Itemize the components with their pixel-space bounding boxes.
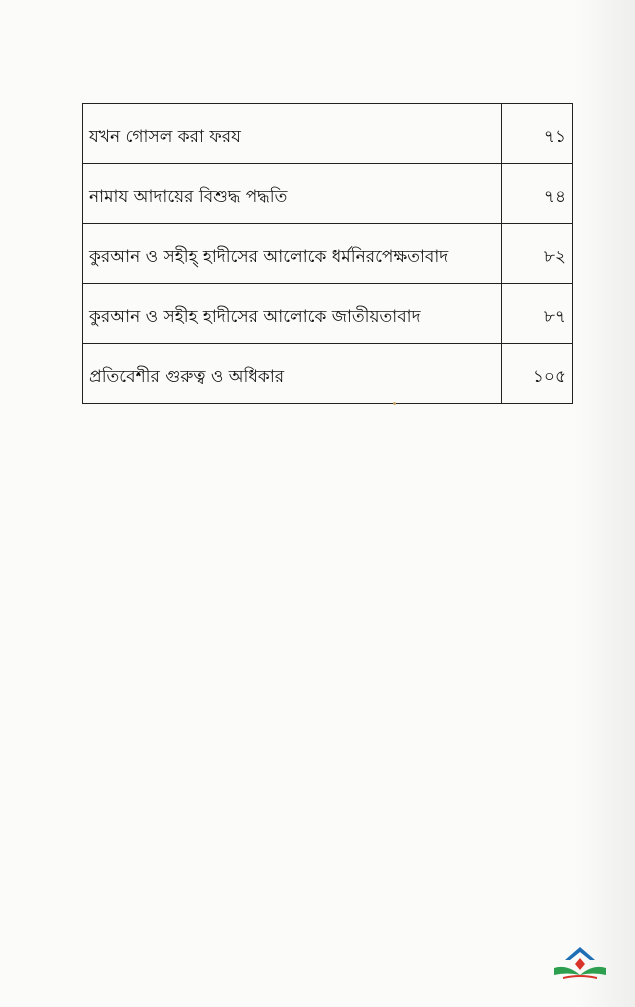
logo-diamond-shape	[575, 958, 585, 970]
publisher-logo-icon	[551, 944, 609, 984]
entry-title: প্রতিবেশীর গুরুত্ব ও অধিকার	[83, 344, 502, 404]
logo-right-leaf	[580, 967, 606, 975]
entry-page-number: ৭১	[502, 104, 573, 164]
entry-title: নামায আদায়ের বিশুদ্ধ পদ্ধতি	[83, 164, 502, 224]
entry-title: কুরআন ও সহীহ হাদীসের আলোকে জাতীয়তাবাদ	[83, 284, 502, 344]
logo-left-leaf	[554, 967, 580, 975]
entry-title: কুরআন ও সহীহ্ হাদীসের আলোকে ধর্মনিরপেক্ষতাবাদ	[83, 224, 502, 284]
table-of-contents	[82, 103, 573, 404]
page-edge-shadow	[575, 0, 635, 1007]
table-row[interactable]	[83, 224, 573, 284]
table-row[interactable]	[83, 164, 573, 224]
logo-base-stroke	[563, 975, 597, 979]
entry-title: যখন গোসল করা ফরয	[83, 104, 502, 164]
entry-page-number: ১০৫	[502, 344, 573, 404]
toc-body	[83, 104, 573, 404]
table-row[interactable]	[83, 104, 573, 164]
paper-speck	[393, 402, 396, 405]
table-row[interactable]	[83, 344, 573, 404]
entry-page-number: ৮৭	[502, 284, 573, 344]
entry-page-number: ৭৪	[502, 164, 573, 224]
table-row[interactable]	[83, 284, 573, 344]
entry-page-number: ৮২	[502, 224, 573, 284]
